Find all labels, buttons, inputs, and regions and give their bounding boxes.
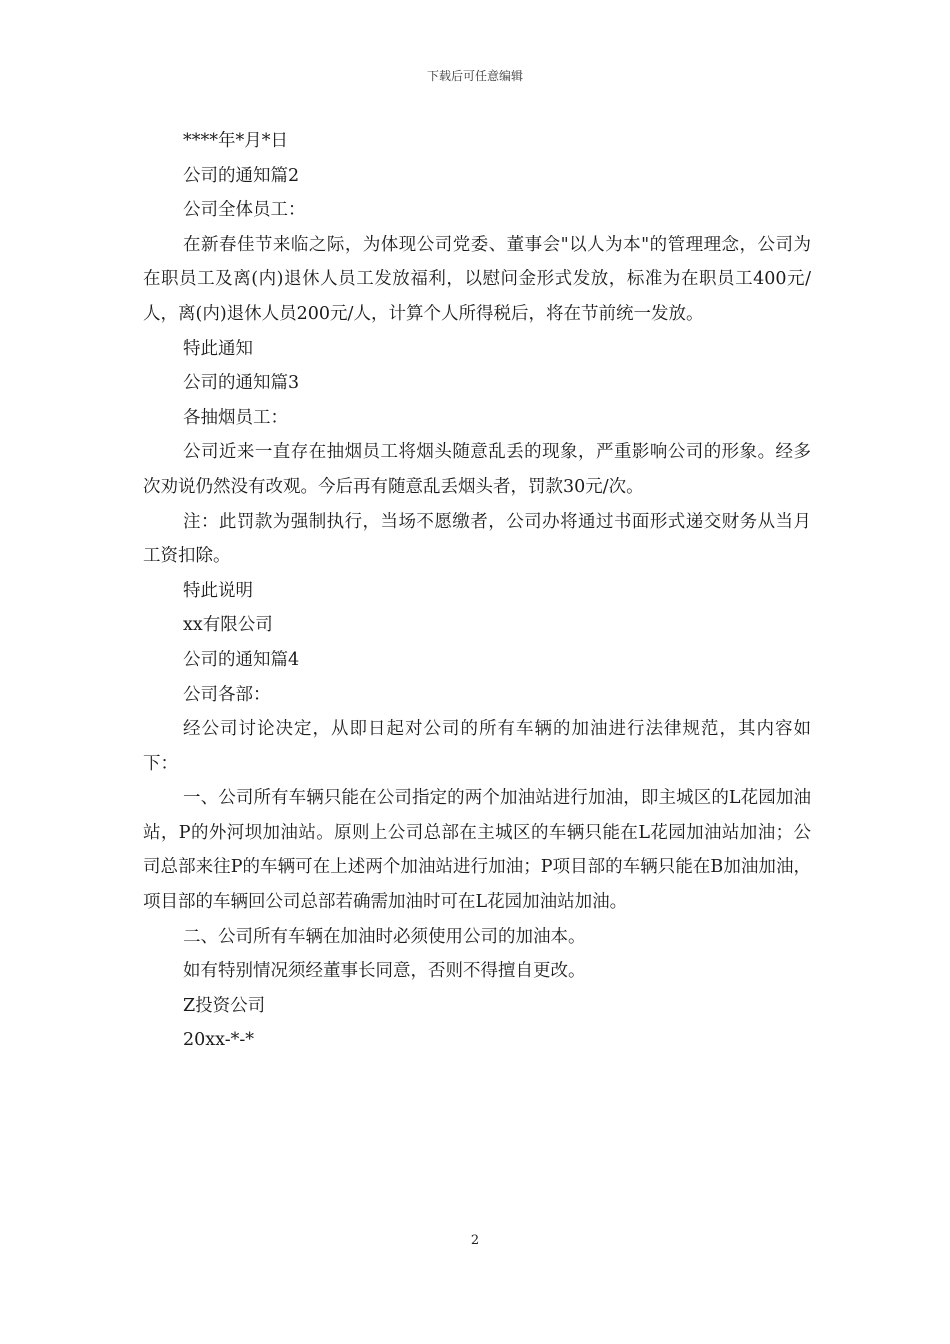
section-title-2: 公司的通知篇2 — [183, 165, 300, 186]
fuel-rule-2-paragraph: 二、公司所有车辆在加油时必须使用公司的加油本。 — [183, 926, 586, 947]
salutation-departments: 公司各部： — [183, 684, 271, 705]
signature-date: 20xx-*-* — [183, 1030, 255, 1051]
fuel-intro-paragraph: 经公司讨论决定，从即日起对公司的所有车辆的加油进行法律规范，其内容如下： — [143, 719, 811, 774]
special-case-paragraph: 如有特别情况须经董事长同意，否则不得擅自更改。 — [183, 961, 586, 982]
investment-company-signature: Z投资公司 — [183, 995, 266, 1016]
fine-note-paragraph: 注：此罚款为强制执行，当场不愿缴者，公司办将通过书面形式递交财务从当月工资扣除。 — [143, 511, 811, 567]
salutation-all-staff: 公司全体员工： — [183, 200, 306, 221]
section-title-3: 公司的通知篇3 — [183, 373, 300, 394]
document-body — [143, 124, 811, 1058]
header-note: 下载后可任意编辑 — [426, 69, 523, 83]
date-line: ****年*月*日 — [183, 131, 288, 151]
company-signature: xx有限公司 — [183, 615, 273, 636]
fuel-rule-1-paragraph: 一、公司所有车辆只能在公司指定的两个加油站进行加油，即主城区的L花园加油站，P的外河坝加油站。原则上公司总部在主城区的车辆只能在L花园加油站加油；公司总部来往P的车辆可在上述两个加油站进行加油；P项目部的车辆只能在B加油加油，项目部的车辆回公司总部若确需加油时可在L花园加油站加油。 — [143, 788, 811, 913]
explanation-closing: 特此说明 — [183, 580, 253, 601]
page-number: 2 — [470, 1233, 480, 1248]
notice-closing: 特此通知 — [183, 338, 253, 359]
salutation-smokers: 各抽烟员工： — [183, 407, 288, 428]
smoking-paragraph: 公司近来一直存在抽烟员工将烟头随意乱丢的现象，严重影响公司的形象。经多次劝说仍然没有改观。今后再有随意乱丢烟头者，罚款30元/次。 — [143, 442, 811, 497]
welfare-paragraph: 在新春佳节来临之际，为体现公司党委、董事会"以人为本"的管理理念，公司为在职员工及离(内)退休人员工发放福利，以慰问金形式发放，标准为在职员工400元/人，离(内)退休人员200元/人，计算个人所得税后，将在节前统一发放。 — [143, 234, 811, 324]
section-title-4: 公司的通知篇4 — [183, 649, 300, 670]
